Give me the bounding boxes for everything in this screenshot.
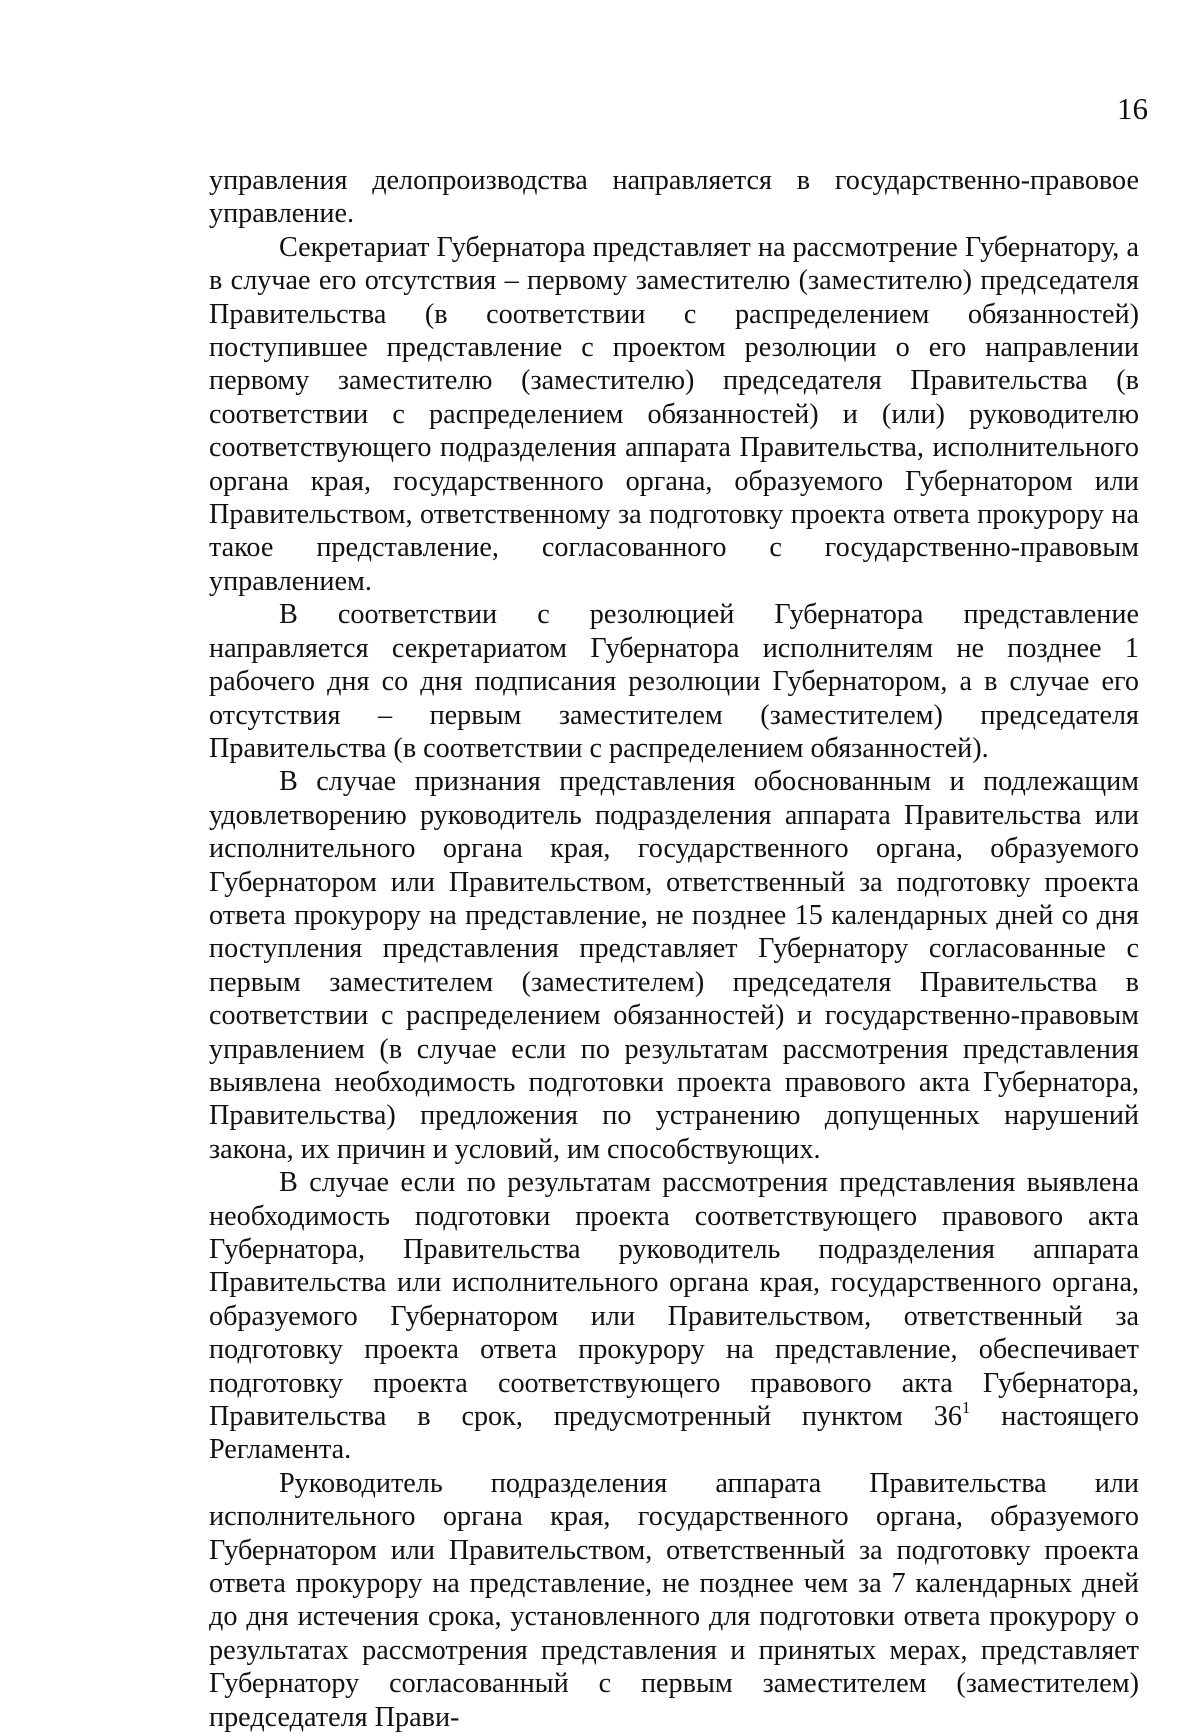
paragraph-legal-act-text: В случае если по результатам рассмотрения представления выявлена необходимость подготовки проекта соответствующего правового акта Губернатора, Правительства руководитель подразделения аппарата Правительства или исполнительного органа края, государственного органа, образуемого Губернатором или Правительством, ответственный за подготовку проекта ответа прокурору на представление, обеспечивает подготовку проекта соответствующего правового акта Губернатора, Правительства в срок, предусмотренный пунктом 36: [209, 1167, 1139, 1433]
paragraph-legal-act-tail: настоящего Регламента.: [209, 1401, 1139, 1466]
paragraph-continuation: управления делопроизводства направляется в государственно-правовое управление.: [209, 165, 1139, 230]
paragraph-resolution: В соответствии с резолюцией Губернатора представление направляется секретариатом Губернатора исполнителям не позднее 1 рабочего дня со дня подписания резолюции Губернатором, а в случае его отсутствия – первым заместителем (заместителем) председателя Правительства (в соответствии с распределением обязанностей).: [209, 599, 1139, 764]
superscript-index: 1: [961, 1397, 971, 1417]
paragraph-head-deadline: Руководитель подразделения аппарата Правительства или исполнительного органа края, государственного органа, образуемого Губернатором или Правительством, ответственный за подготовку проекта ответа прокурору на представление, не позднее чем за 7 календарных дней до дня истечения срока, установленного для подготовки ответа прокурору о результатах рассмотрения представления и принятых мерах, представляет Губернатору согласованный с первым заместителем (заместителем) председателя Прави-: [209, 1467, 1139, 1733]
paragraph-recognition: В случае признания представления обоснованным и подлежащим удовлетворению руководитель подразделения аппарата Правительства или исполнительного органа края, государственного органа, образуемого Губернатором или Правительством, ответственный за подготовку проекта ответа прокурору на представление, не позднее 15 календарных дней со дня поступления представления представляет Губернатору согласованные с первым заместителем (заместителем) председателя Правительства в соответствии с распределением обязанностей) и государственно-правовым управлением (в случае если по результатам рассмотрения представления выявлена необходимость подготовки проекта правового акта Губернатора, Правительства) предложения по устранению допущенных нарушений закона, их причин и условий, им способствующих.: [209, 766, 1139, 1165]
document-body: [209, 164, 1139, 1734]
paragraph-secretariat: Секретариат Губернатора представляет на рассмотрение Губернатору, а в случае его отсутствия – первому заместителю (заместителю) председателя Правительства (в соответствии с распределением обязанностей) поступившее представление с проектом резолюции о его направлении первому заместителю (заместителю) председателя Правительства (в соответствии с распределением обязанностей) и (или) руководителю соответствующего подразделения аппарата Правительства, исполнительного органа края, государственного органа, образуемого Губернатором или Правительством, ответственному за подготовку проекта ответа прокурору на такое представление, согласованного с государственно-правовым управлением.: [209, 231, 1139, 597]
paragraph-legal-act: [209, 1166, 1139, 1467]
page-number: 16: [1117, 91, 1148, 126]
